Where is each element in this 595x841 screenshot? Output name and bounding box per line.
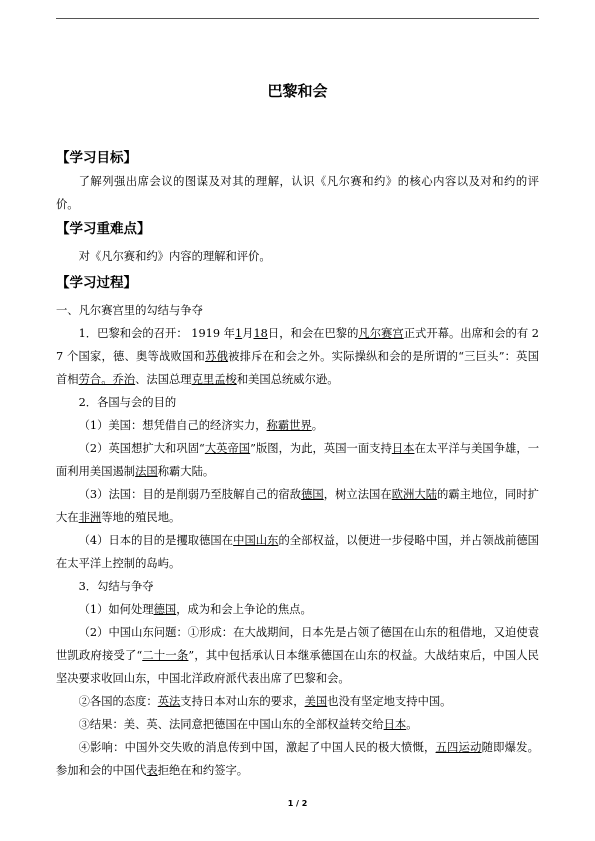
paragraph-germany-issue: （1）如何处理德国，成为和会上争论的焦点。 [78,603,312,616]
page-title: 巴黎和会 [267,82,328,100]
process-heading: 【学习过程】 [56,275,137,291]
header-rule [56,18,539,19]
paragraph-shandong-formation: （2）中国山东问题：①形成：在大战期间，日本先是占领了德国在山东的租借地，又迫使袁世凯政府接受了“二十一条”，其中包括承认日本继承德国在山东的权益。大战结束后，中国人民坚决要求收回山东，中国北洋政府派代表出席了巴黎和会。 [56,626,539,685]
key-points-text: 对《凡尔赛和约》内容的理解和评价。 [78,250,271,263]
page-number: 1 / 2 [287,799,308,808]
paragraph-france: （3）法国：目的是削弱乃至肢解自己的宿敌德国，树立法国在欧洲大陆的霸主地位，同时扩大在非洲等地的殖民地。 [56,488,539,524]
goals-heading: 【学习目标】 [56,150,137,166]
paragraph-impact: ④影响：中国外交失败的消息传到中国，激起了中国人民的极大愤慨，五四运动随即爆发。参加和会的中国代表拒绝在和约签字。 [56,741,539,777]
paragraph-conference-opening: 1．巴黎和会的召开： 1919 年1月18日，和会在巴黎的凡尔赛宫正式开幕。出席和会的有 27 个国家，德、奥等战败国和苏俄被排斥在和会之外。实际操纵和会的是所谓的“三巨头”：英国首相劳合。乔治、法国总理克里孟梭和美国总统威尔逊。 [56,327,539,386]
part-one-heading: 一、凡尔赛宫里的勾结与争夺 [56,304,203,317]
paragraph-britain: （2）英国想扩大和巩固“大英帝国”版图，为此，英国一面支持日本在太平洋与美国争雄，一面利用美国遏制法国称霸大陆。 [56,442,539,478]
subheading-collusion: 3．勾结与争夺 [78,580,154,593]
goals-text: 了解列强出席会议的图谋及对其的理解，认识《凡尔赛和约》的核心内容以及对和约的评价。 [56,175,539,211]
paragraph-usa: （1）美国：想凭借自己的经济实力，称霸世界。 [78,419,324,432]
paragraph-japan: （4）日本的目的是攫取德国在中国山东的全部权益，以便进一步侵略中国，并占领战前德国在太平洋上控制的岛屿。 [56,534,539,570]
paragraph-attitudes: ②各国的态度：英法支持日本对山东的要求，美国也没有坚定地支持中国。 [78,695,452,708]
subheading-purposes: 2．各国与会的目的 [78,396,177,409]
key-points-heading: 【学习重难点】 [56,221,151,237]
paragraph-result: ③结果：美、英、法同意把德国在中国山东的全部权益转交给日本。 [78,718,418,731]
